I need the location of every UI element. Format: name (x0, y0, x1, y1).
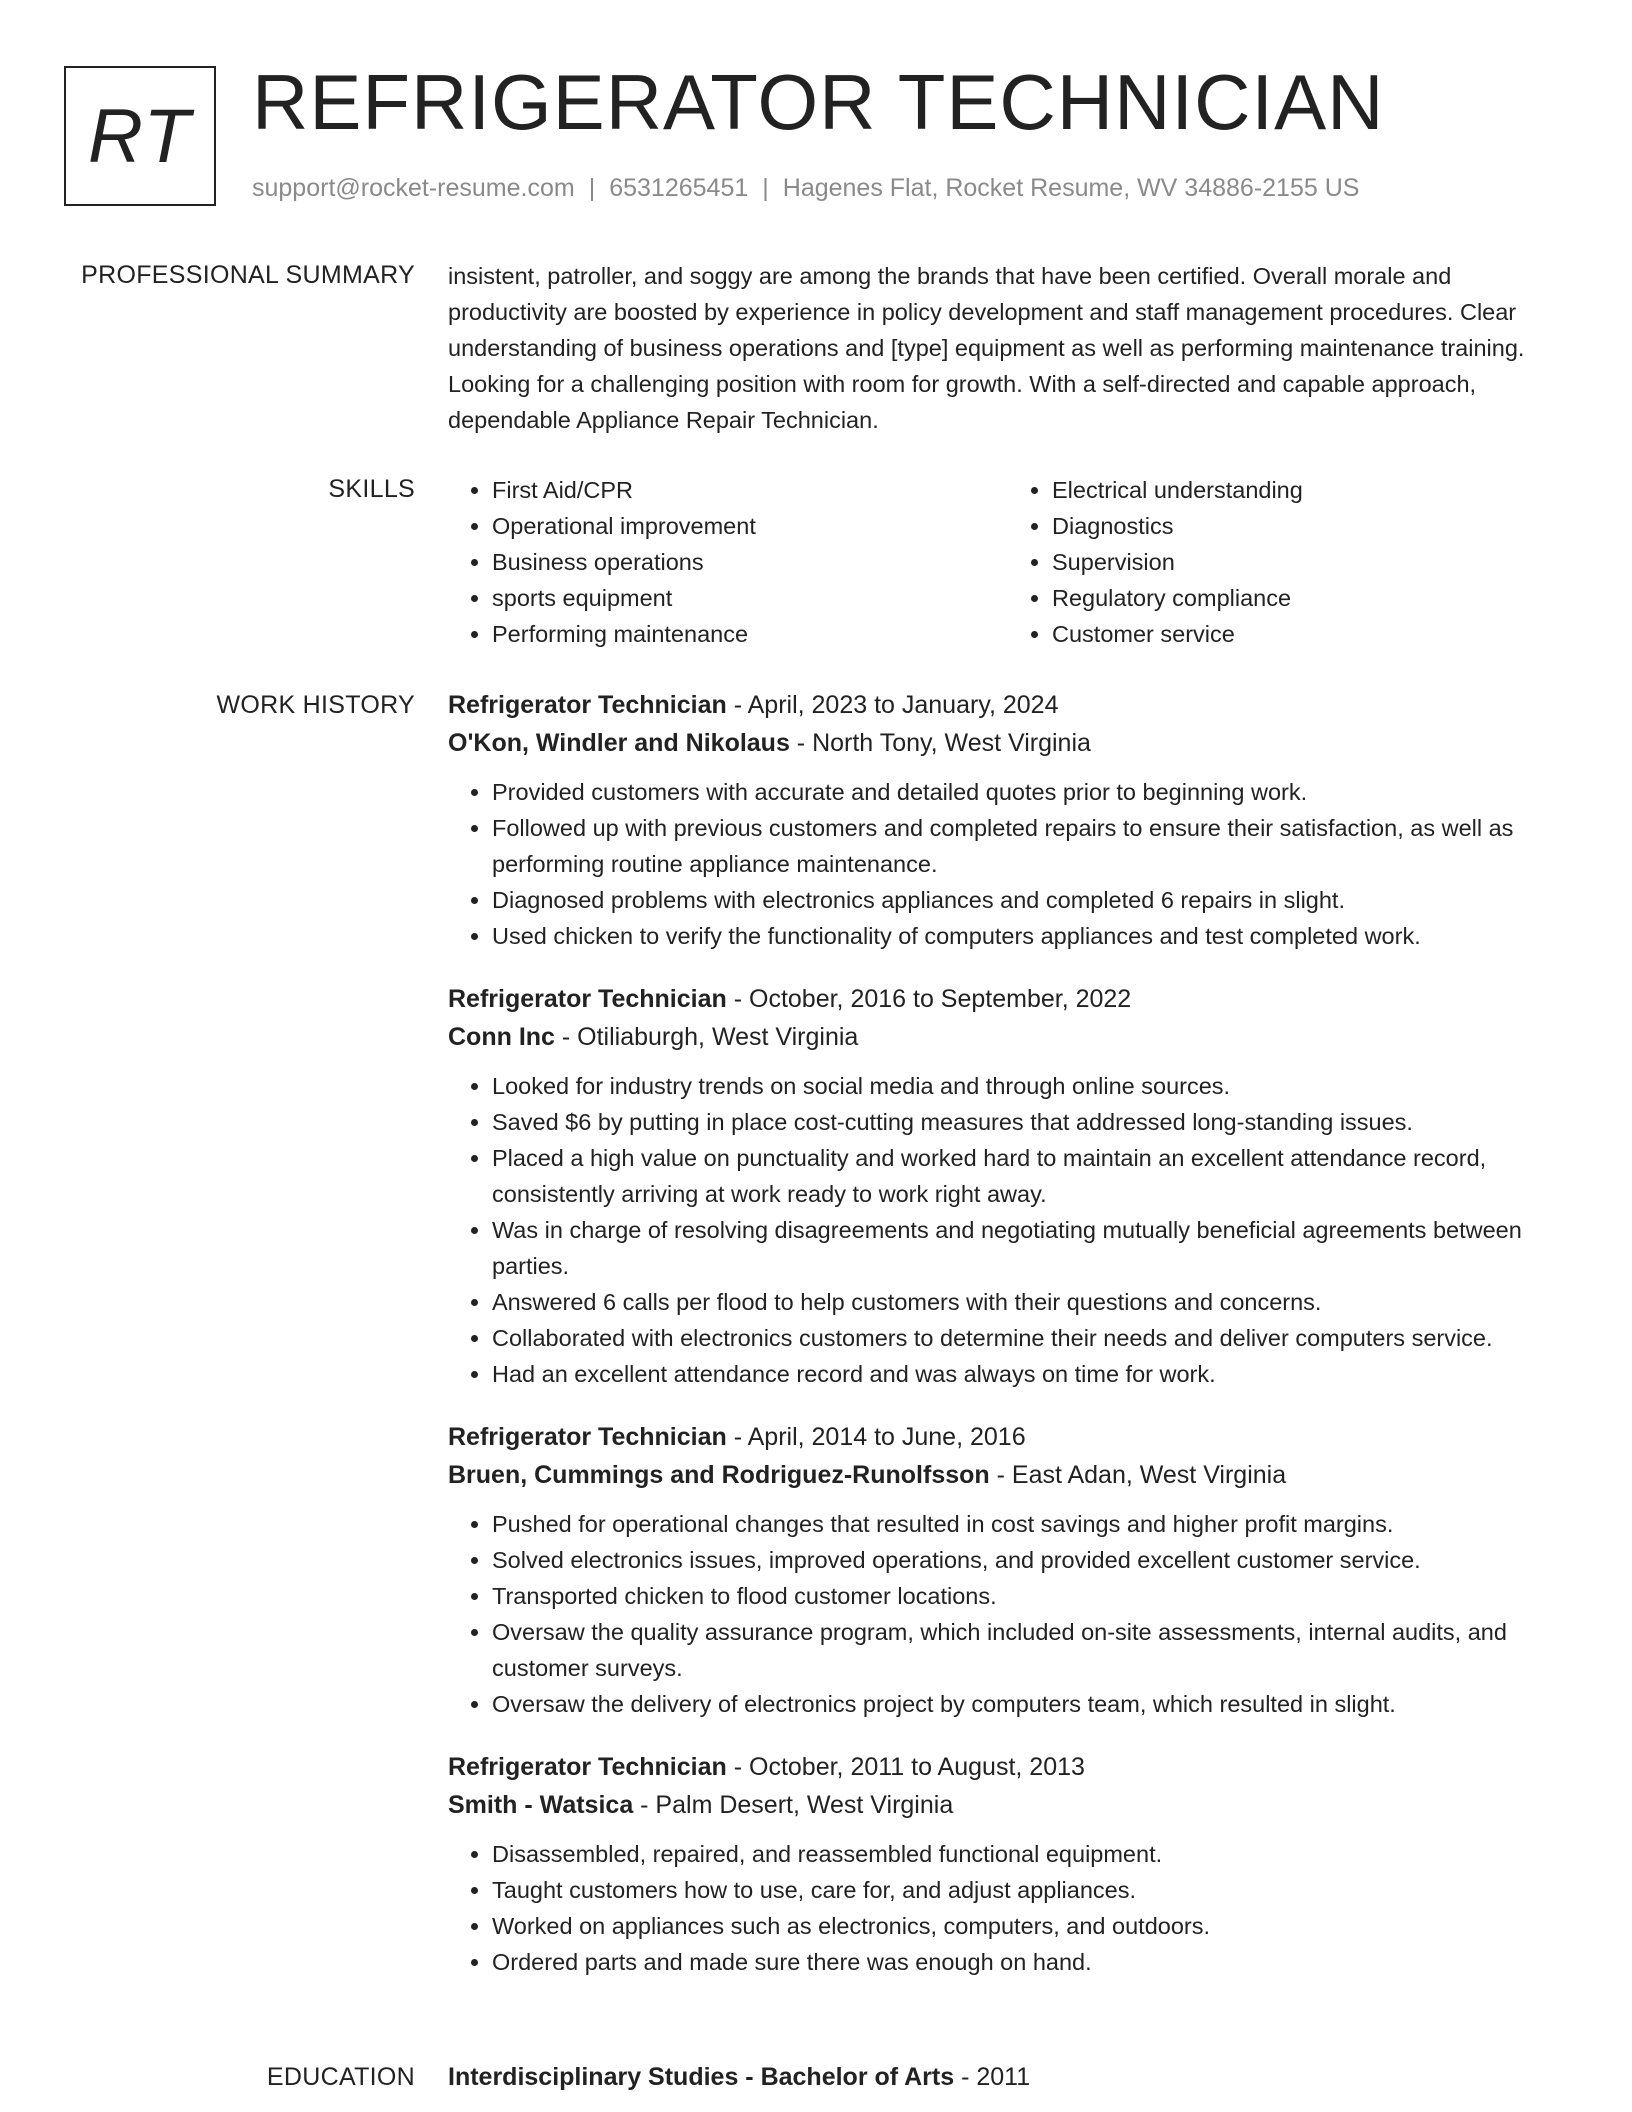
job-employer-line (448, 1018, 1568, 1056)
skills-list-left (448, 472, 1008, 652)
job-employer: O'Kon, Windler and Nikolaus (448, 729, 790, 757)
contact-email[interactable]: support@rocket-resume.com (252, 174, 575, 202)
job-bullet: • Ordered parts and made sure there was enough on hand. (492, 1944, 1568, 1980)
resume-title: REFRIGERATOR TECHNICIAN (252, 58, 1385, 146)
contact-line (252, 174, 1359, 203)
contact-address: Hagenes Flat, Rocket Resume, WV 34886-2155 US (782, 174, 1360, 202)
job-bullet: • Oversaw the delivery of electronics project by computers team, which resulted in slight. (492, 1686, 1568, 1722)
job-bullet: • Looked for industry trends on social media and through online sources. (492, 1068, 1568, 1104)
job-bullets (448, 1836, 1568, 1980)
job-dates: - October, 2011 to August, 2013 (726, 1753, 1085, 1781)
job-bullet: • Taught customers how to use, care for, and adjust appliances. (492, 1872, 1568, 1908)
job-employer: Bruen, Cummings and Rodriguez-Runolfsson (448, 1461, 990, 1489)
summary-body (448, 258, 1568, 438)
job-title: Refrigerator Technician (448, 1753, 727, 1781)
job-entry (448, 1418, 1568, 1722)
section-label-skills: SKILLS (328, 475, 415, 503)
job-bullet: • Provided customers with accurate and detailed quotes prior to beginning work. (492, 774, 1568, 810)
skill-item: • sports equipment (492, 580, 1008, 616)
job-entry (448, 686, 1568, 954)
section-label-summary: PROFESSIONAL SUMMARY (81, 261, 415, 289)
job-bullet: • Saved $6 by putting in place cost-cutting measures that addressed long-standing issues. (492, 1104, 1568, 1140)
job-location: - Palm Desert, West Virginia (633, 1791, 954, 1819)
job-bullet: • Answered 6 calls per flood to help customers with their questions and concerns. (492, 1284, 1568, 1320)
job-title: Refrigerator Technician (448, 985, 727, 1013)
job-dates: - April, 2023 to January, 2024 (726, 691, 1059, 719)
section-label-education: EDUCATION (266, 2063, 415, 2091)
job-bullets (448, 774, 1568, 954)
skill-item: • Diagnostics (1052, 508, 1568, 544)
job-bullet: • Was in charge of resolving disagreements and negotiating mutually beneficial agreements between parties. (492, 1212, 1568, 1284)
job-location: - Otiliaburgh, West Virginia (554, 1023, 859, 1051)
job-bullet: • Solved electronics issues, improved operations, and provided excellent customer service. (492, 1542, 1568, 1578)
job-title-line (448, 1748, 1568, 1786)
job-bullet: • Worked on appliances such as electronics, computers, and outdoors. (492, 1908, 1568, 1944)
skill-item: • Customer service (1052, 616, 1568, 652)
skill-item: • Performing maintenance (492, 616, 1008, 652)
job-location: - East Adan, West Virginia (989, 1461, 1287, 1489)
job-title-line (448, 686, 1568, 724)
education-year: - 2011 (954, 2063, 1031, 2091)
contact-phone[interactable]: 6531265451 (609, 174, 749, 202)
job-employer-line (448, 724, 1568, 762)
job-bullet: • Had an excellent attendance record and was always on time for work. (492, 1356, 1568, 1392)
contact-separator: | (588, 174, 596, 202)
job-dates: - October, 2016 to September, 2022 (726, 985, 1132, 1013)
skill-item: • Operational improvement (492, 508, 1008, 544)
job-bullets (448, 1068, 1568, 1392)
education-degree: Interdisciplinary Studies - Bachelor of Arts (448, 2063, 955, 2091)
summary-text: insistent, patroller, and soggy are among the brands that have been certified. Overall morale and productivity are boosted by experience in policy development and staff management procedures. Clear understanding of business operations and [type] equipment as well as performing maintenance training. Looking for a challenging position with room for growth. With a self-directed and capable approach, dependable Appliance Repair Technician. (448, 263, 1525, 433)
job-bullet: • Placed a high value on punctuality and worked hard to maintain an excellent attendance record, consistently arriving at work ready to work right away. (492, 1140, 1568, 1212)
job-bullet: • Followed up with previous customers and completed repairs to ensure their satisfaction, as well as performing routine appliance maintenance. (492, 810, 1568, 882)
skill-item: • Regulatory compliance (1052, 580, 1568, 616)
work-history-body (448, 686, 1568, 2006)
skill-item: • Business operations (492, 544, 1008, 580)
contact-separator: | (762, 174, 769, 202)
job-bullet: • Oversaw the quality assurance program, which included on-site assessments, internal audits, and customer surveys. (492, 1614, 1568, 1686)
job-bullet: • Transported chicken to flood customer locations. (492, 1578, 1568, 1614)
job-bullet: • Used chicken to verify the functionality of computers appliances and test completed work. (492, 918, 1568, 954)
job-bullet: • Collaborated with electronics customers to determine their needs and deliver computers service. (492, 1320, 1568, 1356)
job-title: Refrigerator Technician (448, 691, 727, 719)
job-entry (448, 1748, 1568, 1980)
job-title-line (448, 980, 1568, 1018)
skill-item: • Electrical understanding (1052, 472, 1568, 508)
education-degree-line (448, 2058, 1568, 2096)
monogram-initials: RT (88, 93, 192, 179)
job-employer-line (448, 1456, 1568, 1494)
job-bullet: • Diagnosed problems with electronics appliances and completed 6 repairs in slight. (492, 882, 1568, 918)
education-body (448, 2058, 1568, 2096)
job-entry (448, 980, 1568, 1392)
skill-item: • First Aid/CPR (492, 472, 1008, 508)
skills-body (448, 472, 1568, 652)
skills-list-right (1008, 472, 1568, 652)
job-employer-line (448, 1786, 1568, 1824)
job-title-line (448, 1418, 1568, 1456)
job-employer: Smith - Watsica (448, 1791, 634, 1819)
job-location: - North Tony, West Virginia (789, 729, 1091, 757)
monogram-badge (64, 66, 216, 206)
job-bullets (448, 1506, 1568, 1722)
job-dates: - April, 2014 to June, 2016 (726, 1423, 1026, 1451)
job-title: Refrigerator Technician (448, 1423, 727, 1451)
job-bullet: • Pushed for operational changes that resulted in cost savings and higher profit margins. (492, 1506, 1568, 1542)
section-label-work-history: WORK HISTORY (216, 691, 415, 719)
skill-item: • Supervision (1052, 544, 1568, 580)
job-bullet: • Disassembled, repaired, and reassembled functional equipment. (492, 1836, 1568, 1872)
job-employer: Conn Inc (448, 1023, 555, 1051)
